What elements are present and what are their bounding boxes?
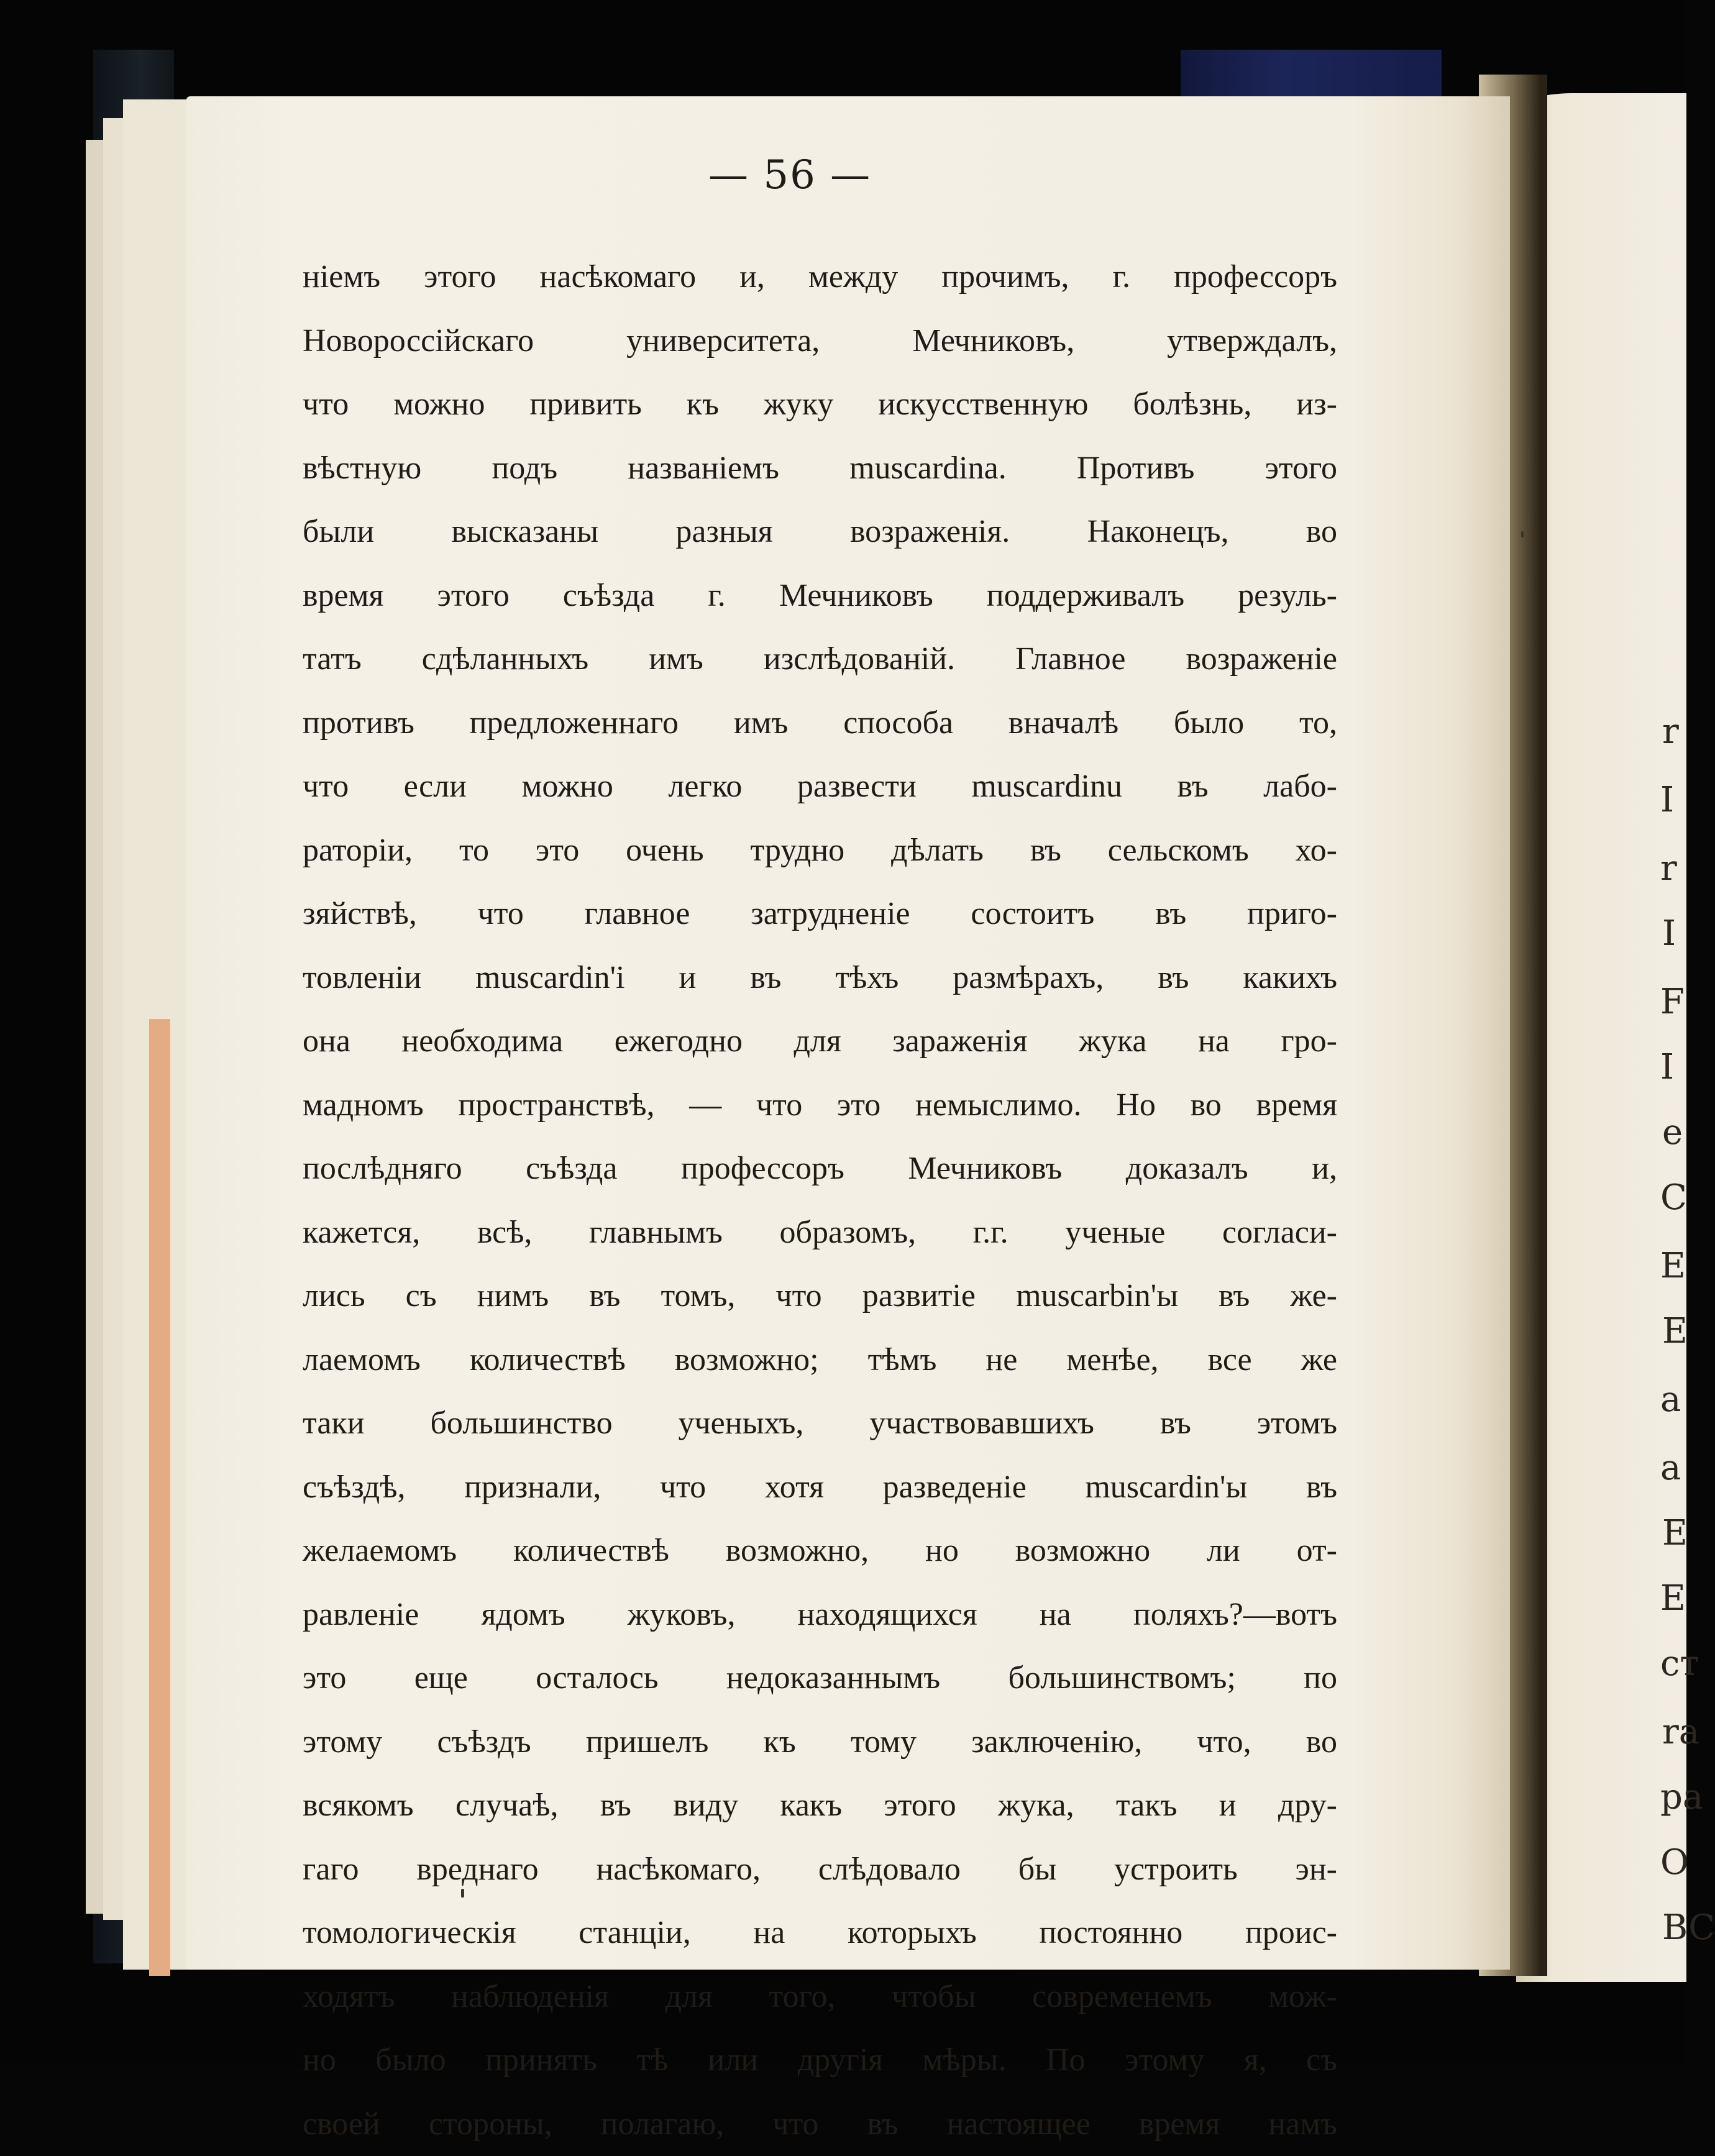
facing-page-letter: a [1660, 1382, 1681, 1417]
text-line: лаемомъ количествѣ возможно; тѣмъ не менѣе, все же [303, 1328, 1337, 1392]
body-text [303, 245, 1337, 2156]
text-line: что если можно легко развести muscardinu въ лабо- [303, 755, 1337, 819]
ink-speck [1521, 531, 1524, 537]
facing-page-letter: O [1660, 1845, 1689, 1880]
page-number: — 56 — [708, 152, 957, 198]
text-line: что можно привить къ жуку искусственную болѣзнь, из- [303, 373, 1337, 437]
facing-page-letter: e [1662, 1115, 1683, 1150]
text-line: своей стороны, полагаю, что въ настоящее время намъ [303, 2093, 1337, 2156]
text-line: товленіи muscardin'i и въ тѣхъ размѣрахъ, въ какихъ [303, 946, 1337, 1010]
facing-page-letter: r [1660, 851, 1677, 886]
text-line: она необходима ежегодно для зараженія жука на гро- [303, 1010, 1337, 1074]
facing-page-letter: BC [1662, 1911, 1715, 1945]
text-line: татъ сдѣланныхъ имъ изслѣдованій. Главное возраженіе [303, 628, 1337, 692]
facing-page-letter: pa [1660, 1780, 1703, 1815]
text-line: ніемъ этого насѣкомаго и, между прочимъ, г. профессоръ [303, 245, 1337, 309]
text-line: Новороссійскаго университета, Мечниковъ, утверждалъ, [303, 309, 1337, 373]
text-line: мадномъ пространствѣ, — что это немыслимо. Но во время [303, 1074, 1337, 1138]
facing-page-letter: E [1660, 1581, 1686, 1616]
facing-page-letter: r [1662, 715, 1679, 749]
facing-page-letter: ra [1662, 1715, 1699, 1750]
text-line: этому съѣздъ пришелъ къ тому заключенію, что, во [303, 1711, 1337, 1775]
facing-page-letter: ст [1660, 1647, 1699, 1681]
facing-page-letter: E [1660, 1249, 1686, 1284]
text-line: раторіи, то это очень трудно дѣлать въ сельскомъ хо- [303, 819, 1337, 883]
text-line: зяйствѣ, что главное затрудненіе состоитъ въ приго- [303, 882, 1337, 946]
text-line: желаемомъ количествѣ возможно, но возможно ли от- [303, 1519, 1337, 1583]
text-line: противъ предложеннаго имъ способа вначалѣ было то, [303, 692, 1337, 756]
facing-page-letter: a [1660, 1451, 1681, 1486]
facing-page-letter: F [1660, 985, 1685, 1020]
facing-page-letter: C [1660, 1181, 1687, 1215]
ink-speck [461, 1889, 464, 1898]
text-line: ходятъ наблюденія для того, чтобы современемъ мож- [303, 1965, 1337, 2029]
text-line: время этого съѣзда г. Мечниковъ поддерживалъ резуль- [303, 564, 1337, 628]
text-line: съѣздѣ, признали, что хотя разведеніе muscardin'ы въ [303, 1456, 1337, 1520]
text-line: лись съ нимъ въ томъ, что развитіе muscarbin'ы въ же- [303, 1264, 1337, 1328]
facing-page-letter: I [1662, 916, 1676, 951]
text-line: это еще осталось недоказаннымъ большинствомъ; по [303, 1647, 1337, 1711]
text-line: но было принять тѣ или другія мѣры. По этому я, съ [303, 2029, 1337, 2093]
text-line: вѣстную подъ названіемъ muscardina. Противъ этого [303, 437, 1337, 501]
text-line: таки большинство ученыхъ, участвовавшихъ въ этомъ [303, 1392, 1337, 1456]
facing-page-letter: E [1662, 1516, 1688, 1551]
text-line: были высказаны разныя возраженія. Наконецъ, во [303, 500, 1337, 564]
text-line: послѣдняго съѣзда профессоръ Мечниковъ доказалъ и, [303, 1137, 1337, 1201]
text-line: томологическія станціи, на которыхъ постоянно проис- [303, 1901, 1337, 1965]
text-line: всякомъ случаѣ, въ виду какъ этого жука, такъ и дру- [303, 1774, 1337, 1838]
text-line: равленіе ядомъ жуковъ, находящихся на поляхъ?—вотъ [303, 1583, 1337, 1647]
text-line: кажется, всѣ, главнымъ образомъ, г.г. ученые согласи- [303, 1201, 1337, 1265]
facing-page-letter: I [1660, 783, 1674, 818]
tinted-page-edge [149, 1019, 170, 1976]
text-line: гаго вреднаго насѣкомаго, слѣдовало бы устроить эн- [303, 1838, 1337, 1902]
facing-page-letter: I [1660, 1050, 1674, 1085]
facing-page-letter: E [1662, 1314, 1688, 1349]
